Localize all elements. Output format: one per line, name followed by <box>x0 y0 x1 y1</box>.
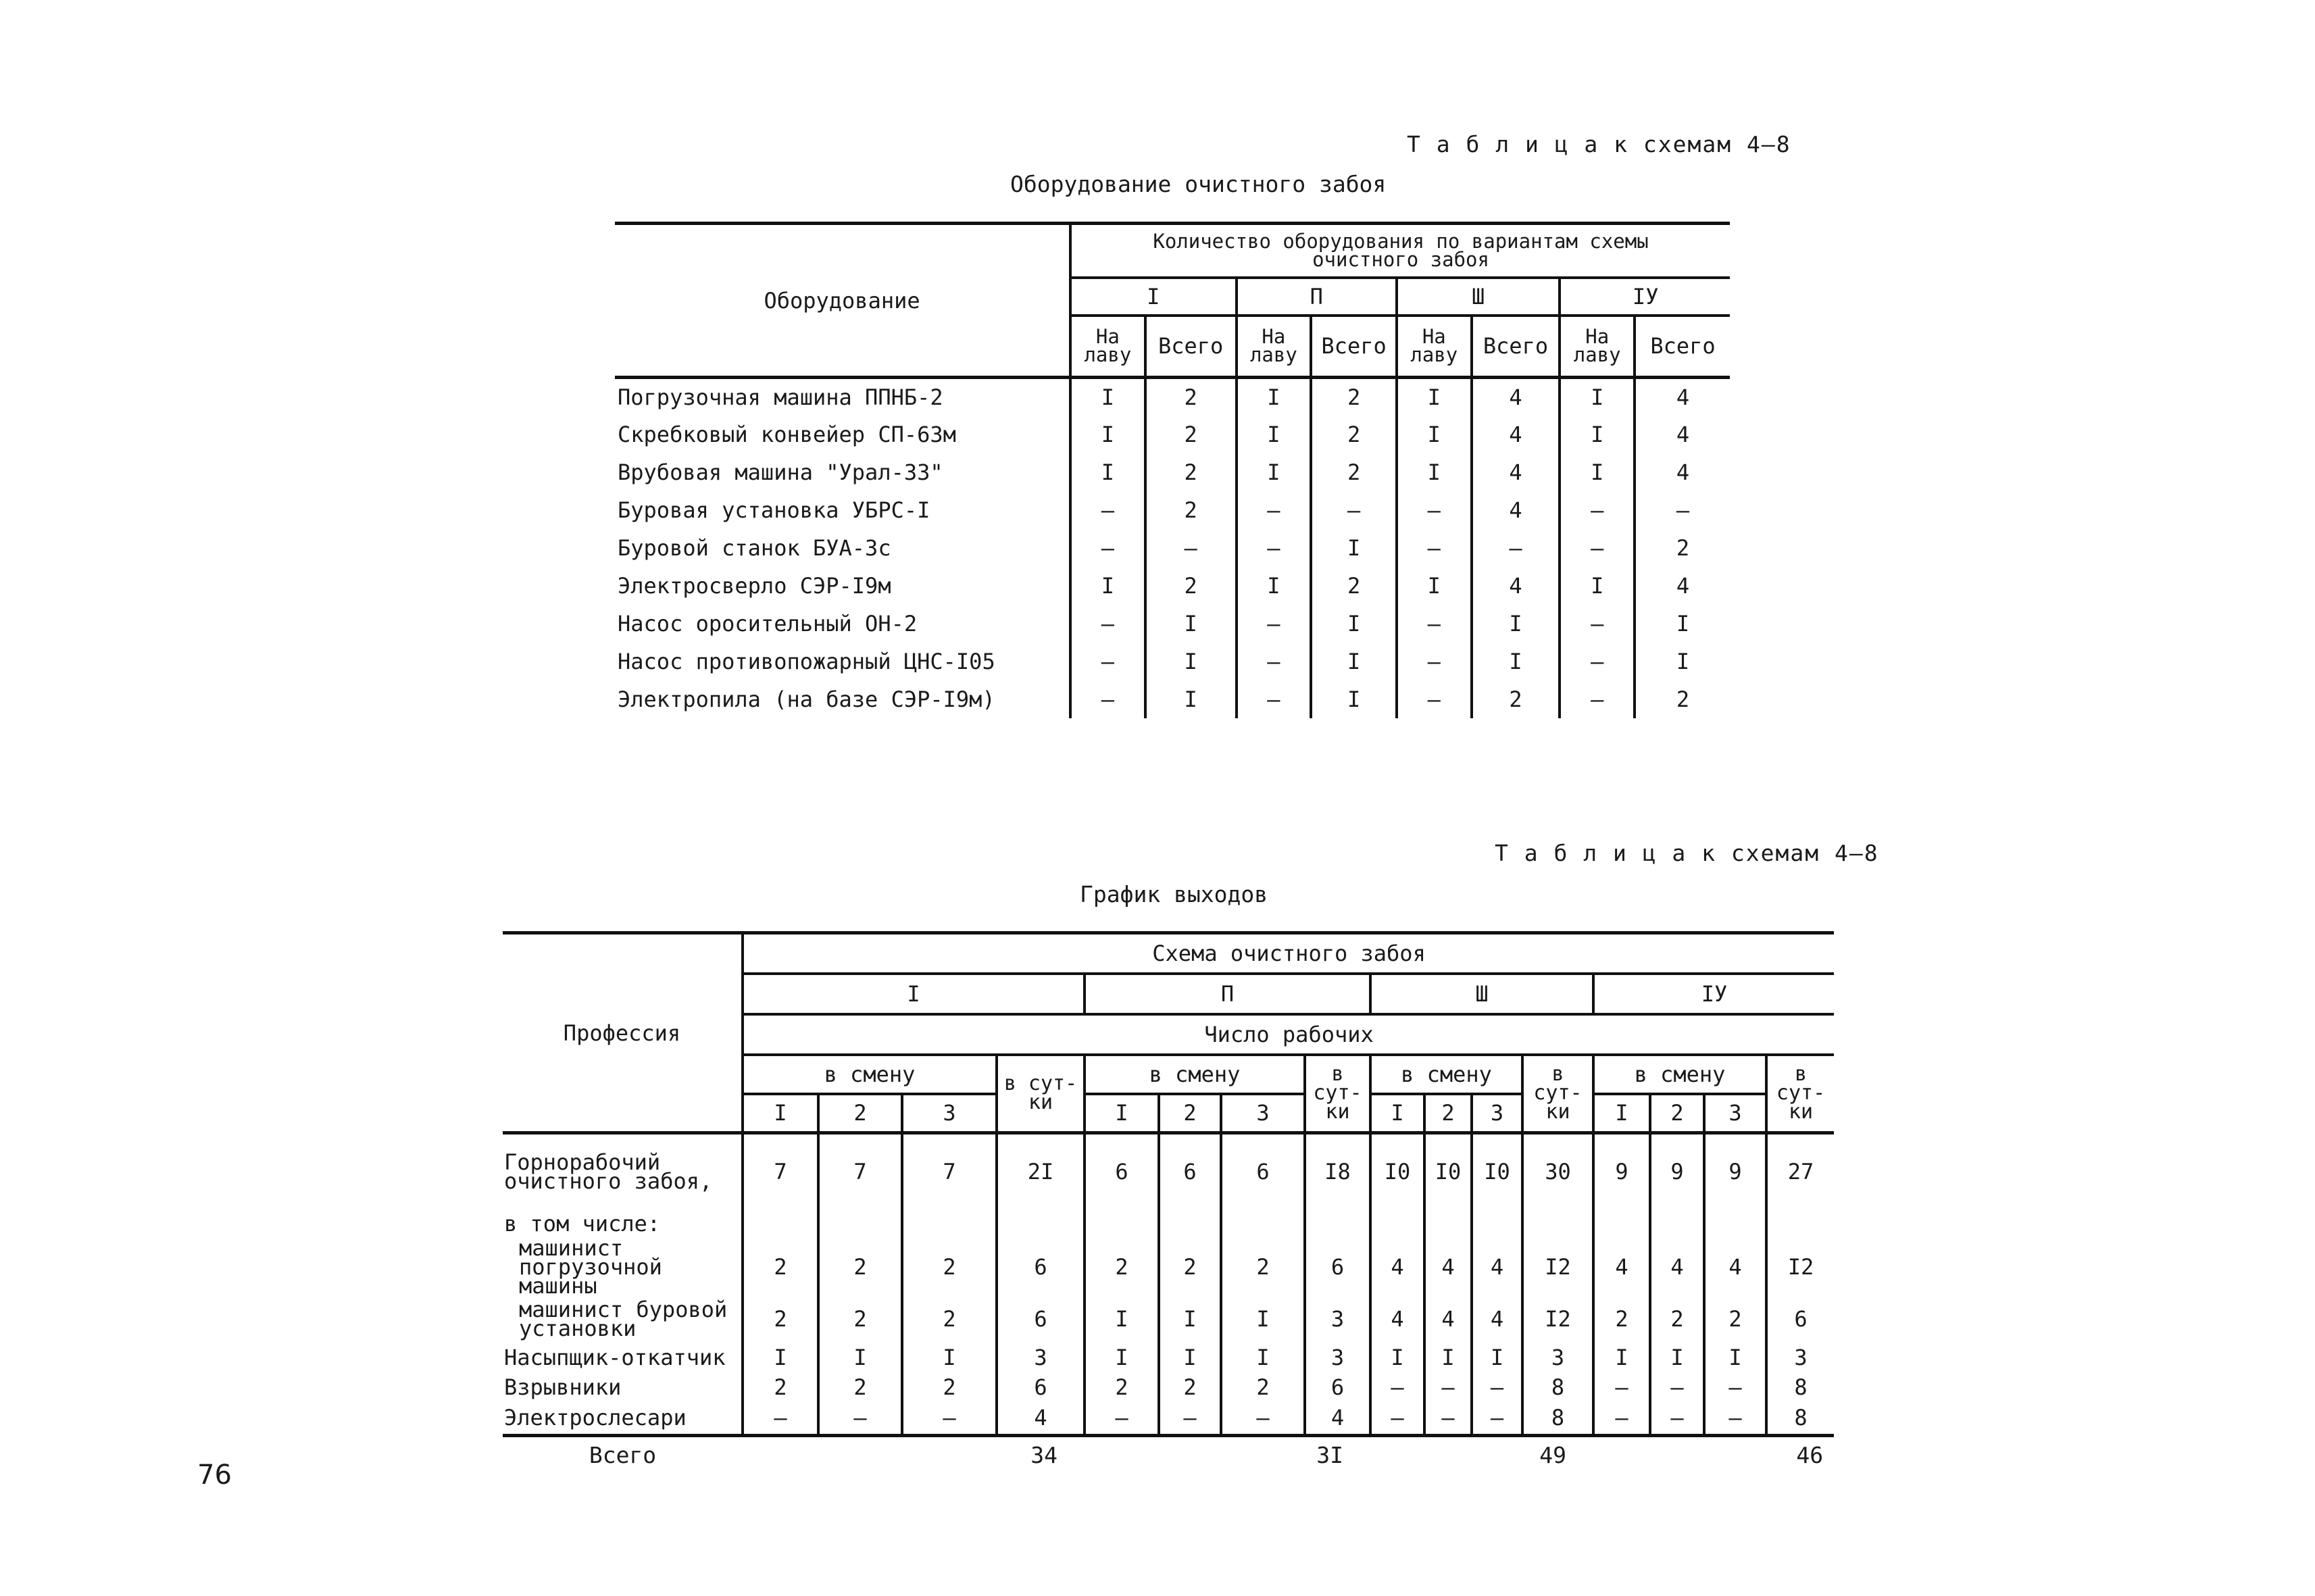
table-cell: 2 <box>1472 680 1560 718</box>
table-cell: 2 <box>818 1239 902 1295</box>
table-cell: 4 <box>1472 416 1560 453</box>
table-cell: 3 <box>997 1343 1085 1372</box>
table-cell: 2 <box>743 1239 818 1295</box>
header-variant-3: Ш <box>1397 278 1560 316</box>
table-cell: – <box>1472 1402 1522 1436</box>
table-cell: – <box>1397 491 1472 529</box>
table-cell: 2 <box>1145 416 1237 453</box>
header-per-shift: в смену <box>1593 1055 1766 1094</box>
table-cell: – <box>1159 1402 1221 1436</box>
header-shift-2: 2 <box>818 1094 902 1133</box>
table-cell: I <box>1145 605 1237 643</box>
table-cell: I <box>1704 1343 1766 1372</box>
table-cell: – <box>1560 680 1635 718</box>
table-cell: 2 <box>1145 491 1237 529</box>
table-cell: I <box>1635 643 1730 680</box>
table-cell: I <box>1560 416 1635 453</box>
header-scheme: Схема очистного забоя <box>743 933 1834 974</box>
table-cell: – <box>1650 1372 1704 1402</box>
table-cell: 2 <box>1159 1239 1221 1295</box>
equipment-name: Буровой станок БУА-3с <box>618 534 891 561</box>
table-cell: 2 <box>1085 1372 1159 1402</box>
table-cell: 4 <box>1472 453 1560 491</box>
table-row <box>615 643 1730 680</box>
table-cell: I0 <box>1424 1133 1472 1209</box>
table-cell: 3 <box>1766 1343 1834 1372</box>
equipment-name: Буровая установка УБРС-I <box>618 497 930 523</box>
table-cell: 2 <box>1221 1239 1305 1295</box>
table-cell: I <box>1397 416 1472 453</box>
shift-schedule-table <box>503 931 1834 1474</box>
table2-caption: Т а б л и ц а к схемам 4–8 <box>1495 840 1879 866</box>
header-workers: Число рабочих <box>743 1014 1834 1055</box>
table-cell: 8 <box>1766 1372 1834 1402</box>
table-cell: I <box>1070 416 1145 453</box>
table-cell: – <box>1593 1402 1650 1436</box>
table-cell: 27 <box>1766 1133 1834 1209</box>
header-on-face: На лаву <box>1237 316 1312 378</box>
header-per-day: в сут-ки <box>1305 1055 1370 1133</box>
table-cell: 6 <box>997 1295 1085 1343</box>
table-cell: 4 <box>1635 416 1730 453</box>
table-cell: – <box>1397 529 1472 567</box>
header-variant-4: IУ <box>1593 974 1834 1014</box>
table-row <box>615 453 1730 491</box>
table-cell: 2 <box>902 1372 997 1402</box>
table-cell: 2 <box>818 1372 902 1402</box>
header-variant-1: I <box>1070 278 1236 316</box>
table-cell: – <box>818 1402 902 1436</box>
table-row <box>503 1209 1834 1239</box>
header-shift-3: 3 <box>902 1094 997 1133</box>
table-cell: I <box>1424 1343 1472 1372</box>
table-cell: I <box>1560 567 1635 605</box>
table-cell: 4 <box>1635 453 1730 491</box>
table-cell: – <box>1370 1372 1424 1402</box>
table-cell: I <box>1560 453 1635 491</box>
header-shift-3: 3 <box>1221 1094 1305 1133</box>
table-cell: 4 <box>1650 1239 1704 1295</box>
header-on-face: На лаву <box>1560 316 1635 378</box>
header-shift-3: 3 <box>1704 1094 1766 1133</box>
table-cell: 2 <box>1085 1239 1159 1295</box>
table-cell: I8 <box>1305 1133 1370 1209</box>
table-cell: 7 <box>902 1133 997 1209</box>
equipment-name: Насос оросительный ОН-2 <box>618 610 918 637</box>
equipment-name: Погрузочная машина ППНБ-2 <box>618 384 943 410</box>
table1-caption: Т а б л и ц а к схемам 4–8 <box>1407 131 1791 157</box>
table-cell: I <box>1472 1343 1522 1372</box>
total-variant-4: 46 <box>1796 1442 1824 1469</box>
table-cell: 6 <box>1085 1133 1159 1209</box>
header-total: Всего <box>1635 316 1730 378</box>
table-cell: – <box>1311 491 1397 529</box>
header-shift-2: 2 <box>1159 1094 1221 1133</box>
equipment-name: Электропила (на базе СЭР-I9м) <box>618 686 995 712</box>
table-cell: – <box>1070 680 1145 718</box>
table-cell: – <box>743 1402 818 1436</box>
header-per-shift: в смену <box>1370 1055 1522 1094</box>
table-cell: 3 <box>1305 1295 1370 1343</box>
table-cell: 2 <box>1311 378 1397 416</box>
table-cell: – <box>1704 1402 1766 1436</box>
table-cell: – <box>1237 643 1312 680</box>
table-cell: – <box>1237 605 1312 643</box>
table-row <box>615 416 1730 453</box>
table-cell: 9 <box>1593 1133 1650 1209</box>
equipment-name: Скребковый конвейер СП-63м <box>618 421 956 447</box>
table-cell: I <box>1311 643 1397 680</box>
table-cell: I <box>1311 605 1397 643</box>
table-cell: 2 <box>1650 1295 1704 1343</box>
table-cell: – <box>1424 1402 1472 1436</box>
table-cell: 6 <box>1766 1295 1834 1343</box>
table-cell: 2I <box>997 1133 1085 1209</box>
table-cell: – <box>1145 529 1237 567</box>
table-cell: I <box>1237 378 1312 416</box>
table-cell: I2 <box>1766 1239 1834 1295</box>
table-row <box>503 1295 1834 1343</box>
header-on-face: На лаву <box>1397 316 1472 378</box>
table-cell: I <box>1472 643 1560 680</box>
table-cell: 9 <box>1704 1133 1766 1209</box>
table-row <box>503 1239 1834 1295</box>
table-cell: 3 <box>1522 1343 1593 1372</box>
table-cell: I <box>1370 1343 1424 1372</box>
header-per-shift: в смену <box>1085 1055 1305 1094</box>
table-cell: I <box>1397 567 1472 605</box>
table-cell: – <box>902 1402 997 1436</box>
table-cell: 4 <box>1472 378 1560 416</box>
table-cell: 7 <box>818 1133 902 1209</box>
table-cell: I <box>1237 567 1312 605</box>
header-shift-1: I <box>1085 1094 1159 1133</box>
header-total: Всего <box>1145 316 1237 378</box>
table-cell: I <box>743 1343 818 1372</box>
table-cell: 4 <box>997 1402 1085 1436</box>
table-cell: – <box>1237 491 1312 529</box>
profession-name: Горнорабочий очистного забоя, <box>504 1149 713 1194</box>
header-per-day: в сут-ки <box>997 1055 1085 1133</box>
table-cell: 2 <box>1635 680 1730 718</box>
table-cell: 2 <box>818 1295 902 1343</box>
header-shift-3: 3 <box>1472 1094 1522 1133</box>
table-cell: I0 <box>1472 1133 1522 1209</box>
table-cell: 30 <box>1522 1133 1593 1209</box>
header-shift-2: 2 <box>1424 1094 1472 1133</box>
table-cell: 4 <box>1472 491 1560 529</box>
table-cell: I <box>1237 453 1312 491</box>
table-cell: I <box>1397 453 1472 491</box>
equipment-name: Электросверло СЭР-I9м <box>618 572 891 599</box>
table-cell: – <box>1560 605 1635 643</box>
page-number: 76 <box>197 1460 232 1491</box>
table-cell: 6 <box>997 1372 1085 1402</box>
table-cell: I <box>1070 453 1145 491</box>
table-cell: – <box>1397 643 1472 680</box>
table-cell: – <box>1650 1402 1704 1436</box>
table-cell: I <box>1221 1295 1305 1343</box>
table-cell: – <box>1560 529 1635 567</box>
table-cell: 2 <box>1311 416 1397 453</box>
table-cell: I <box>1237 416 1312 453</box>
profession-name: Насыпщик-откатчик <box>504 1344 726 1370</box>
header-variant-4: IУ <box>1560 278 1730 316</box>
table-cell: – <box>1472 529 1560 567</box>
table-cell: – <box>1370 1402 1424 1436</box>
profession-name: машинист погрузочной машины <box>519 1235 662 1299</box>
table-cell: 2 <box>1145 567 1237 605</box>
profession-name: Электрослесари <box>503 1402 743 1436</box>
profession-name: машинист буровой установки <box>519 1296 728 1341</box>
table-cell: I <box>902 1343 997 1372</box>
profession-name: в том числе: <box>504 1210 661 1237</box>
table-cell: I2 <box>1522 1295 1593 1343</box>
table-cell: 2 <box>1311 453 1397 491</box>
header-per-day: в сут-ки <box>1766 1055 1834 1133</box>
table-cell: 7 <box>743 1133 818 1209</box>
table-cell: 4 <box>1635 567 1730 605</box>
total-variant-2: 3I <box>1316 1442 1343 1469</box>
table-cell: – <box>1472 1372 1522 1402</box>
table-cell: – <box>1070 529 1145 567</box>
table-cell: I2 <box>1522 1239 1593 1295</box>
table-cell: 2 <box>743 1295 818 1343</box>
table-cell: – <box>1704 1372 1766 1402</box>
table-cell: 2 <box>1145 378 1237 416</box>
table-cell: I <box>1159 1343 1221 1372</box>
table-cell: I <box>1635 605 1730 643</box>
table-cell: – <box>1237 529 1312 567</box>
table-cell: – <box>1070 491 1145 529</box>
table-cell: 2 <box>1704 1295 1766 1343</box>
table-cell: – <box>1221 1402 1305 1436</box>
table-cell: 6 <box>1305 1372 1370 1402</box>
header-on-face: На лаву <box>1070 316 1145 378</box>
table2-title: График выходов <box>1080 881 1268 907</box>
table-cell: 4 <box>1704 1239 1766 1295</box>
table-row <box>615 491 1730 529</box>
table-cell: 2 <box>902 1295 997 1343</box>
table-row <box>615 378 1730 416</box>
table-cell: 2 <box>1145 453 1237 491</box>
table-cell: I <box>1397 378 1472 416</box>
header-total: Всего <box>1472 316 1560 378</box>
total-variant-1: 34 <box>1030 1442 1057 1469</box>
equipment-name: Врубовая машина "Урал-33" <box>618 459 943 485</box>
equipment-table <box>615 222 1730 718</box>
table-row <box>503 1343 1834 1372</box>
table-row <box>615 529 1730 567</box>
header-variant-3: Ш <box>1370 974 1593 1014</box>
table-cell: – <box>1424 1372 1472 1402</box>
table-cell: I <box>1593 1343 1650 1372</box>
table-cell: 2 <box>1593 1295 1650 1343</box>
table-cell: 2 <box>1159 1372 1221 1402</box>
table-cell: I <box>1145 680 1237 718</box>
table-cell: 4 <box>1424 1239 1472 1295</box>
header-per-shift: в смену <box>743 1055 997 1094</box>
table-row <box>615 605 1730 643</box>
table-cell: 4 <box>1635 378 1730 416</box>
table-cell: – <box>1070 605 1145 643</box>
table-cell: 4 <box>1472 1239 1522 1295</box>
table-cell: 4 <box>1305 1402 1370 1436</box>
table-cell: – <box>1635 491 1730 529</box>
table-cell: 8 <box>1766 1402 1834 1436</box>
table-cell: I <box>1070 567 1145 605</box>
total-label: Всего <box>589 1442 657 1469</box>
table-cell: 2 <box>1635 529 1730 567</box>
table-cell: 2 <box>1311 567 1397 605</box>
table-cell: 4 <box>1370 1239 1424 1295</box>
table-cell: 9 <box>1650 1133 1704 1209</box>
profession-name: Взрывники <box>504 1374 622 1400</box>
header-profession: Профессия <box>503 933 743 1133</box>
table-cell: I <box>1311 680 1397 718</box>
table-cell: I <box>1650 1343 1704 1372</box>
header-equipment: Оборудование <box>615 224 1070 378</box>
table-cell: 4 <box>1593 1239 1650 1295</box>
table-cell: I <box>1311 529 1397 567</box>
table-cell: I <box>1085 1295 1159 1343</box>
table-cell: – <box>1237 680 1312 718</box>
table-cell: 2 <box>743 1372 818 1402</box>
table-cell: 4 <box>1424 1295 1472 1343</box>
table-cell: 2 <box>1221 1372 1305 1402</box>
table-cell: 8 <box>1522 1372 1593 1402</box>
table-cell: 2 <box>902 1239 997 1295</box>
header-variant-1: I <box>743 974 1085 1014</box>
table-row <box>615 567 1730 605</box>
table-cell: 6 <box>1159 1133 1221 1209</box>
table-cell: I <box>1472 605 1560 643</box>
table-cell: 6 <box>1221 1133 1305 1209</box>
table-cell: 4 <box>1472 567 1560 605</box>
table-cell: 6 <box>1305 1239 1370 1295</box>
header-shift-1: I <box>1593 1094 1650 1133</box>
table-cell: I0 <box>1370 1133 1424 1209</box>
total-row <box>503 1436 1834 1474</box>
table-cell: I <box>1560 378 1635 416</box>
table-cell: I <box>1145 643 1237 680</box>
table-cell: – <box>1085 1402 1159 1436</box>
table-row <box>503 1133 1834 1209</box>
header-shift-1: I <box>1370 1094 1424 1133</box>
header-per-day: в сут-ки <box>1522 1055 1593 1133</box>
table-cell: – <box>1593 1372 1650 1402</box>
total-variant-3: 49 <box>1539 1442 1566 1469</box>
table-cell: – <box>1397 680 1472 718</box>
table-cell: 3 <box>1305 1343 1370 1372</box>
table-cell: – <box>1560 491 1635 529</box>
table-cell: I <box>1221 1343 1305 1372</box>
table-cell: I <box>818 1343 902 1372</box>
equipment-name: Насос противопожарный ЦНС-I05 <box>618 648 995 674</box>
table-cell: – <box>1070 643 1145 680</box>
header-total: Всего <box>1311 316 1397 378</box>
header-quantity: Количество оборудования по вариантам схемы очистного забоя <box>1070 224 1730 278</box>
header-variant-2: П <box>1237 278 1397 316</box>
header-shift-1: I <box>743 1094 818 1133</box>
table-cell: I <box>1159 1295 1221 1343</box>
table-cell: I <box>1085 1343 1159 1372</box>
table-row <box>503 1372 1834 1402</box>
table-cell: – <box>1560 643 1635 680</box>
table1-title: Оборудование очистного забоя <box>1010 171 1387 197</box>
table-cell: 4 <box>1370 1295 1424 1343</box>
table-cell: – <box>1397 605 1472 643</box>
table-cell: 6 <box>997 1239 1085 1295</box>
header-variant-2: П <box>1085 974 1370 1014</box>
table-cell: 8 <box>1522 1402 1593 1436</box>
table-row <box>615 680 1730 718</box>
table-row <box>503 1402 1834 1436</box>
table-cell: I <box>1070 378 1145 416</box>
header-shift-2: 2 <box>1650 1094 1704 1133</box>
table-cell: 4 <box>1472 1295 1522 1343</box>
